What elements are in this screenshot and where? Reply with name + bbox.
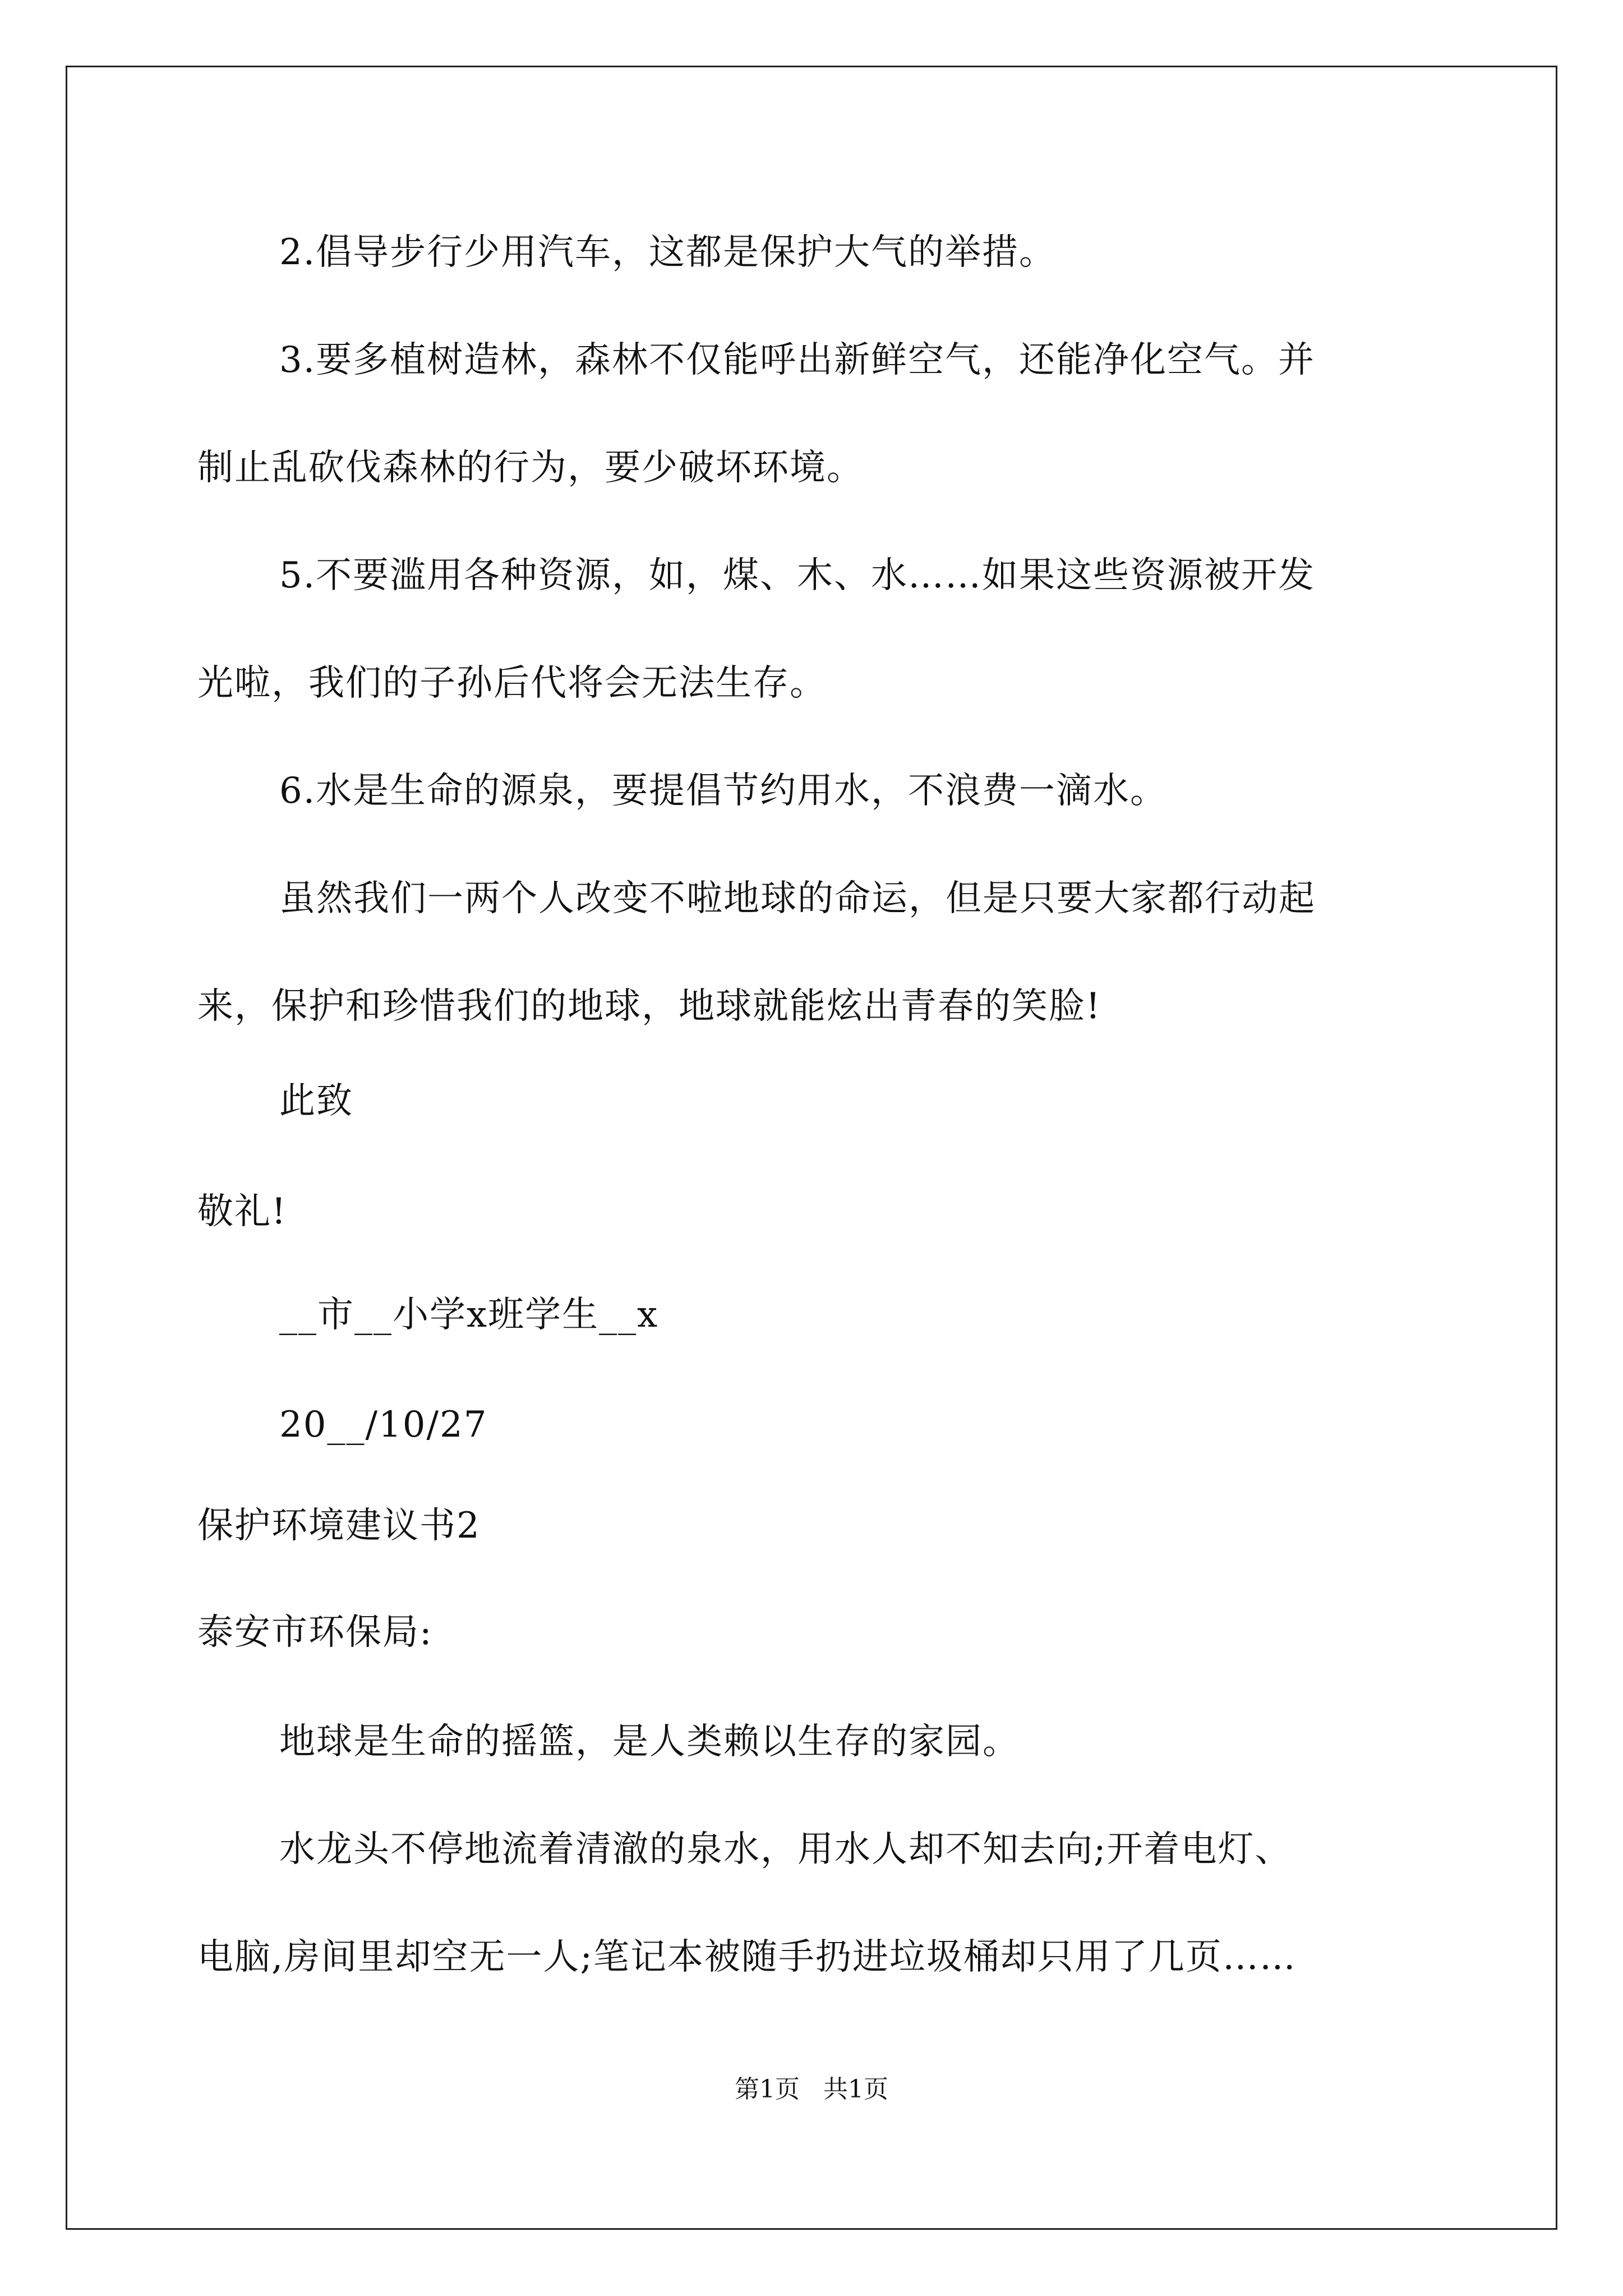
date-line: 20__/10/27 <box>279 1404 488 1446</box>
signature-line: __市__小学x班学生__x <box>279 1294 659 1336</box>
paragraph-line: 6.水是生命的源泉，要提倡节约用水，不浪费一滴水。 <box>279 770 1168 812</box>
paragraph-line: 制止乱砍伐森林的行为，要少破坏环境。 <box>197 447 864 489</box>
paragraph-line: 2.倡导步行少用汽车，这都是保护大气的举措。 <box>279 232 1057 273</box>
paragraph-line: 电脑,房间里却空无一人;笔记本被随手扔进垃圾桶却只用了几页…… <box>197 1936 1297 1978</box>
paragraph-line: 5.不要滥用各种资源，如，煤、木、水……如果这些资源被开发 <box>279 555 1316 596</box>
section-title: 保护环境建议书2 <box>197 1505 481 1547</box>
paragraph-line: 光啦，我们的子孙后代将会无法生存。 <box>197 662 827 704</box>
closing-regards: 敬礼! <box>197 1191 287 1232</box>
page-footer: 第1页 共1页 <box>735 2075 888 2104</box>
paragraph-line: 3.要多植树造林，森林不仅能呼出新鲜空气，还能净化空气。并 <box>279 339 1316 381</box>
paragraph-line: 虽然我们一两个人改变不啦地球的命运，但是只要大家都行动起 <box>279 878 1316 919</box>
page-border <box>66 66 1557 2230</box>
paragraph-line: 来，保护和珍惜我们的地球，地球就能炫出青春的笑脸! <box>197 986 1101 1027</box>
recipient-line: 泰安市环保局: <box>197 1612 433 1653</box>
paragraph-line: 地球是生命的摇篮，是人类赖以生存的家园。 <box>279 1721 1020 1763</box>
closing-salutation: 此致 <box>279 1080 353 1122</box>
paragraph-line: 水龙头不停地流着清澈的泉水，用水人却不知去向;开着电灯、 <box>279 1829 1292 1870</box>
